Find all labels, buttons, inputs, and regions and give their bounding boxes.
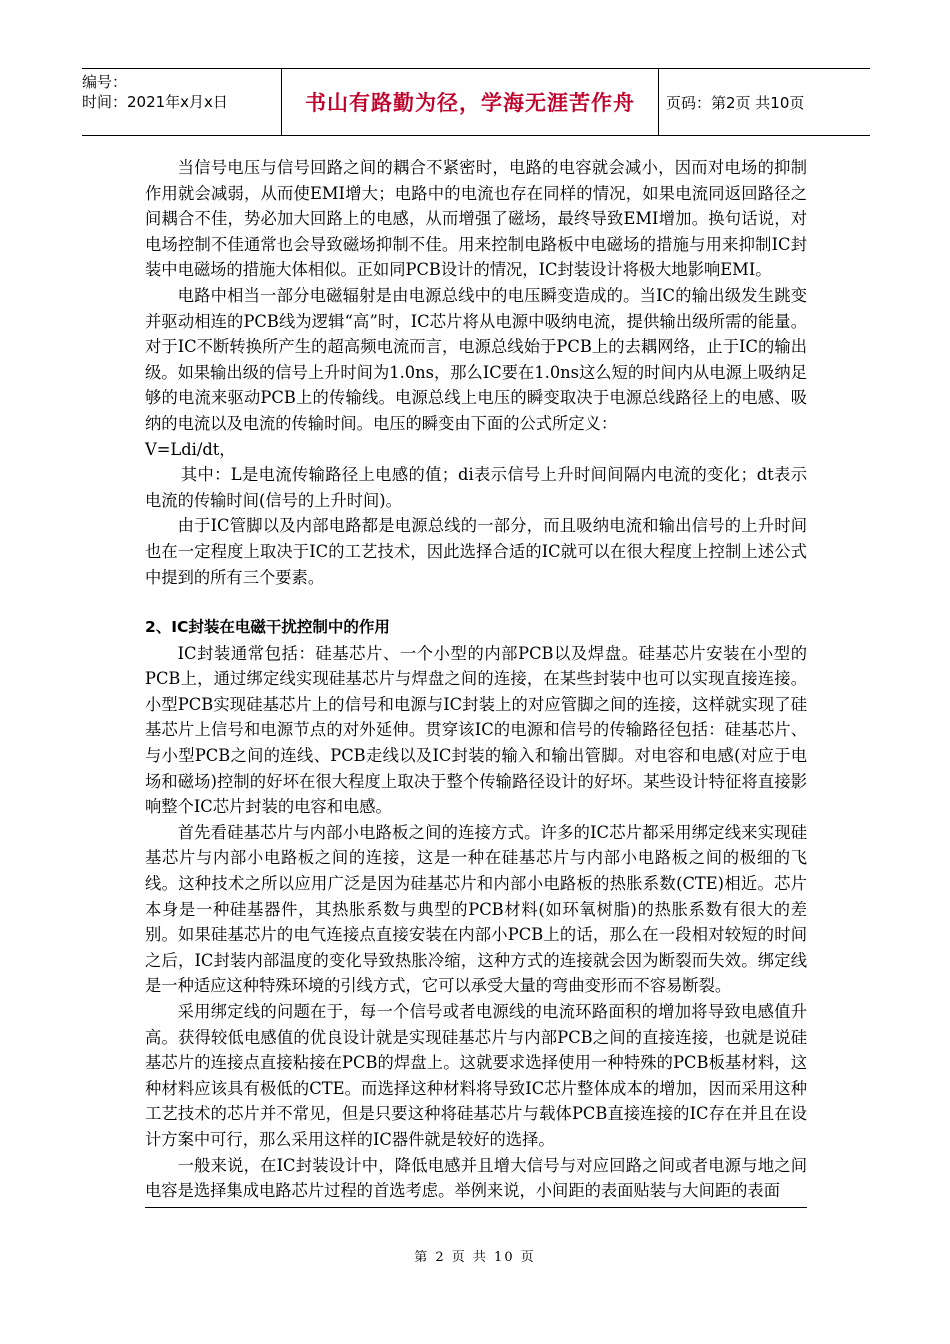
paragraph: 其中：L是电流传输路径上电感的值；di表示信号上升时间间隔内电流的变化；dt表示电流的传输时间(信号的上升时间)。 (145, 465, 807, 510)
paragraph: IC封装通常包括：硅基芯片、一个小型的内部PCB以及焊盘。硅基芯片安装在小型的PCB上，通过绑定线实现硅基芯片与焊盘之间的连接，在某些封装中也可以实现直接连接。小型PCB实现硅基芯片上的信号和电源与IC封装上的对应管脚之间的连接，这样就实现了硅基芯片上信号和电源节点的对外延伸。贯穿该IC的电源和信号的传输路径包括：硅基芯片、与小型PCB之间的连线、PCB走线以及IC封装的输入和输出管脚。对电容和电感(对应于电场和磁场)控制的好坏在很大程度上取决于整个传输路径设计的好坏。某些设计特征将直接影响整个IC芯片封装的电容和电感。 (145, 643, 807, 817)
paragraph: 电路中相当一部分电磁辐射是由电源总线中的电压瞬变造成的。当IC的输出级发生跳变并驱动相连的PCB线为逻辑“高”时，IC芯片将从电源中吸纳电流，提供输出级所需的能量。对于IC不断转换所产生的超高频电流而言，电源总线始于PCB上的去耦网络，止于IC的输出级。如果输出级的信号上升时间为1.0ns，那么IC要在1.0ns这么短的时间内从电源上吸纳足够的电流来驱动PCB上的传输线。电源总线上电压的瞬变取决于电源总线路径上的电感、吸纳的电流以及电流的传输时间。电压的瞬变由下面的公式所定义： (145, 285, 807, 433)
header-motto: 书山有路勤为径，学海无涯苦作舟 (282, 69, 659, 135)
paragraph: 由于IC管脚以及内部电路都是电源总线的一部分，而且吸纳电流和输出信号的上升时间也在一定程度上取决于IC的工艺技术，因此选择合适的IC就可以在很大程度上控制上述公式中提到的所有三个要素。 (145, 516, 807, 587)
document-body (145, 155, 807, 1204)
document-number-label: 编号： (82, 73, 128, 91)
footer-divider (145, 1207, 807, 1208)
header-page-info: 页码：第2页 共10页 (666, 93, 805, 112)
section-heading: 2、IC封装在电磁干扰控制中的作用 (145, 618, 390, 637)
paragraph: 采用绑定线的问题在于，每一个信号或者电源线的电流环路面积的增加将导致电感值升高。获得较低电感值的优良设计就是实现硅基芯片与内部PCB之间的直接连接，也就是说硅基芯片的连接点直接粘接在PCB的焊盘上。这就要求选择使用一种特殊的PCB板基材料，这种材料应该具有极低的CTE。而选择这种材料将导致IC芯片整体成本的增加，因而采用这种工艺技术的芯片并不常见，但是只要这种将硅基芯片与载体PCB直接连接的IC存在并且在设计方案中可行，那么采用这样的IC器件就是较好的选择。 (145, 1002, 807, 1149)
paragraph: 当信号电压与信号回路之间的耦合不紧密时，电路的电容就会减小，因而对电场的抑制作用就会减弱，从而使EMI增大；电路中的电流也存在同样的情况，如果电流同返回路径之间耦合不佳，势必加大回路上的电感，从而增强了磁场，最终导致EMI增加。换句话说，对电场控制不佳通常也会导致磁场抑制不佳。用来控制电路板中电磁场的措施与用来抑制IC封装中电磁场的措施大体相似。正如同PCB设计的情况，IC封装设计将极大地影响EMI。 (145, 158, 807, 280)
document-time-label: 时间：2021年x月x日 (82, 93, 228, 111)
page-header (82, 68, 870, 136)
header-meta (82, 69, 282, 135)
paragraph: 一般来说，在IC封装设计中，降低电感并且增大信号与对应回路之间或者电源与地之间电容是选择集成电路芯片过程的首选考虑。举例来说，小间距的表面贴装与大间距的表面 (145, 1155, 807, 1201)
paragraph: 首先看硅基芯片与内部小电路板之间的连接方式。许多的IC芯片都采用绑定线来实现硅基芯片与内部小电路板之间的连接，这是一种在硅基芯片与内部小电路板之间的极细的飞线。这种技术之所以应用广泛是因为硅基芯片和内部小电路板的热胀系数(CTE)相近。芯片本身是一种硅基器件，其热胀系数与典型的PCB材料(如环氧树脂)的热胀系数有很大的差别。如果硅基芯片的电气连接点直接安装在内部小PCB上的话，那么在一段相对较短的时间之后，IC封装内部温度的变化导致热胀冷缩，这种方式的连接就会因为断裂而失效。绑定线是一种适应这种特殊环境的引线方式，它可以承受大量的弯曲变形而不容易断裂。 (145, 822, 807, 996)
page-footer: 第 2 页 共 10 页 (414, 1250, 536, 1265)
formula: V=Ldi/dt， (145, 439, 236, 459)
